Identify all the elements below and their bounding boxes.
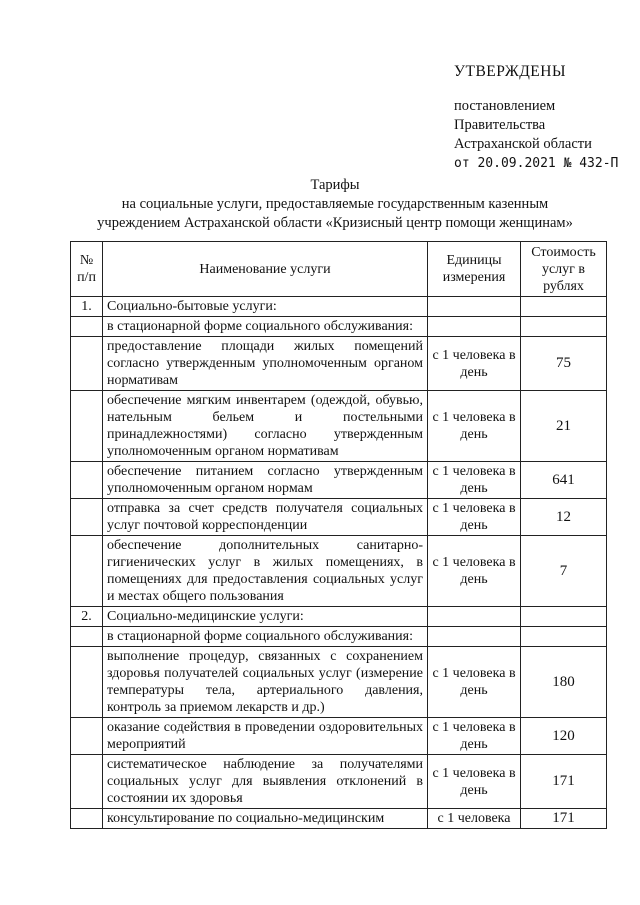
table-row bbox=[71, 755, 607, 809]
table-row bbox=[71, 499, 607, 536]
row-number bbox=[71, 499, 103, 536]
row-number bbox=[71, 809, 103, 829]
approval-line: Правительства bbox=[454, 117, 546, 133]
approval-block bbox=[454, 62, 618, 173]
row-number bbox=[71, 317, 103, 337]
service-cost: 12 bbox=[521, 499, 607, 536]
row-number bbox=[71, 718, 103, 755]
row-number bbox=[71, 627, 103, 647]
service-name: Социально-бытовые услуги: bbox=[103, 297, 428, 317]
document-title bbox=[60, 176, 610, 233]
table-row bbox=[71, 317, 607, 337]
service-name: отправка за счет средств получателя социальных услуг почтовой корреспонденции bbox=[103, 499, 428, 536]
row-number bbox=[71, 462, 103, 499]
service-name: выполнение процедур, связанных с сохранением здоровья получателей социальных услуг (измерение температуры тела, артериального давления, контроль за приемом лекарств и др.) bbox=[103, 647, 428, 718]
header-service-name: Наименование услуги bbox=[103, 242, 428, 297]
title-main: Тарифы bbox=[310, 177, 360, 193]
unit-of-measure: с 1 человека в день bbox=[428, 391, 521, 462]
service-name: обеспечение питанием согласно утвержденным уполномоченным органом нормам bbox=[103, 462, 428, 499]
header-cost: Стоимость услуг в рублях bbox=[521, 242, 607, 297]
service-cost: 7 bbox=[521, 536, 607, 607]
table-row bbox=[71, 809, 607, 829]
service-name: в стационарной форме социального обслуживания: bbox=[103, 317, 428, 337]
table-row bbox=[71, 536, 607, 607]
table-row bbox=[71, 337, 607, 391]
unit-of-measure bbox=[428, 317, 521, 337]
table-row bbox=[71, 391, 607, 462]
unit-of-measure: с 1 человека в день bbox=[428, 499, 521, 536]
header-number: № п/п bbox=[71, 242, 103, 297]
approval-heading: УТВЕРЖДЕНЫ bbox=[454, 63, 566, 80]
decree-reference: от 20.09.2021 № 432-П bbox=[454, 156, 619, 171]
service-cost bbox=[521, 627, 607, 647]
table-row bbox=[71, 462, 607, 499]
title-line: учреждением Астраханской области «Кризисный центр помощи женщинам» bbox=[97, 215, 573, 231]
title-line: на социальные услуги, предоставляемые государственным казенным bbox=[121, 196, 549, 212]
unit-of-measure: с 1 человека в день bbox=[428, 755, 521, 809]
service-cost: 641 bbox=[521, 462, 607, 499]
service-cost bbox=[521, 607, 607, 627]
service-name: оказание содействия в проведении оздоровительных мероприятий bbox=[103, 718, 428, 755]
service-cost: 75 bbox=[521, 337, 607, 391]
row-number bbox=[71, 755, 103, 809]
unit-of-measure: с 1 человека в день bbox=[428, 337, 521, 391]
service-cost bbox=[521, 297, 607, 317]
unit-of-measure: с 1 человека в день bbox=[428, 718, 521, 755]
service-cost: 120 bbox=[521, 718, 607, 755]
unit-of-measure bbox=[428, 297, 521, 317]
tariff-table bbox=[70, 241, 607, 829]
table-row bbox=[71, 718, 607, 755]
row-number bbox=[71, 647, 103, 718]
service-name: предоставление площади жилых помещений согласно утвержденным уполномоченным органом нормативам bbox=[103, 337, 428, 391]
table-row bbox=[71, 627, 607, 647]
service-cost: 21 bbox=[521, 391, 607, 462]
table-row bbox=[71, 297, 607, 317]
approval-line: постановлением bbox=[454, 98, 556, 114]
service-name: в стационарной форме социального обслуживания: bbox=[103, 627, 428, 647]
service-cost: 180 bbox=[521, 647, 607, 718]
service-name: Социально-медицинские услуги: bbox=[103, 607, 428, 627]
table-row bbox=[71, 607, 607, 627]
service-cost: 171 bbox=[521, 809, 607, 829]
unit-of-measure: с 1 человека в день bbox=[428, 536, 521, 607]
unit-of-measure: с 1 человека в день bbox=[428, 462, 521, 499]
row-number bbox=[71, 391, 103, 462]
unit-of-measure bbox=[428, 607, 521, 627]
row-number: 1. bbox=[71, 297, 103, 317]
unit-of-measure: с 1 человека в день bbox=[428, 647, 521, 718]
header-unit: Единицы измерения bbox=[428, 242, 521, 297]
approval-line: Астраханской области bbox=[454, 136, 592, 152]
unit-of-measure: с 1 человека bbox=[428, 809, 521, 829]
service-name: консультирование по социально-медицинским bbox=[103, 809, 428, 829]
row-number: 2. bbox=[71, 607, 103, 627]
table-row bbox=[71, 647, 607, 718]
unit-of-measure bbox=[428, 627, 521, 647]
service-name: обеспечение мягким инвентарем (одеждой, обувью, нательным бельем и постельными принадлежностями) согласно утвержденным уполномоченным органом нормативам bbox=[103, 391, 428, 462]
service-cost bbox=[521, 317, 607, 337]
row-number bbox=[71, 337, 103, 391]
service-name: систематическое наблюдение за получателями социальных услуг для выявления отклонений в состоянии их здоровья bbox=[103, 755, 428, 809]
row-number bbox=[71, 536, 103, 607]
table-header-row bbox=[71, 242, 607, 297]
service-cost: 171 bbox=[521, 755, 607, 809]
service-name: обеспечение дополнительных санитарно-гигиенических услуг в жилых помещениях, в помещениях для предоставления социальных услуг и местах общего пользования bbox=[103, 536, 428, 607]
